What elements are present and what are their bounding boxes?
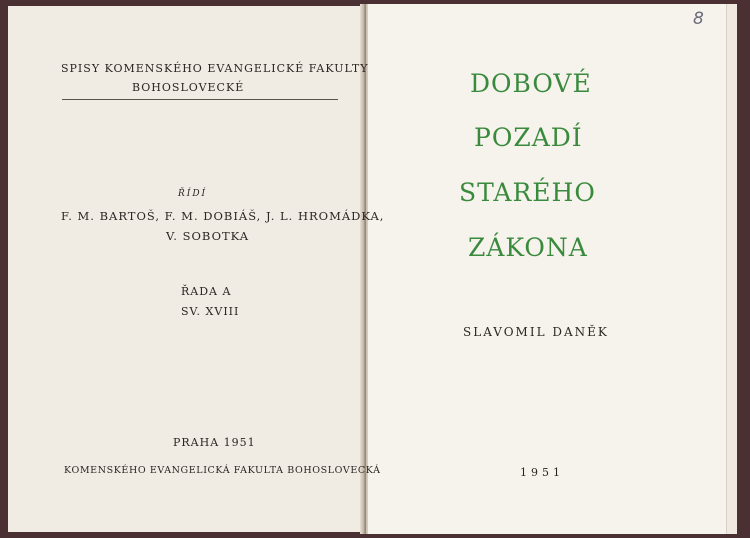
divider-rule — [62, 99, 338, 100]
publication-year: 1951 — [520, 466, 564, 479]
pencil-mark: 8 — [693, 9, 704, 29]
volume-number: SV. XVIII — [181, 305, 240, 318]
editors-line1: F. M. BARTOŠ, F. M. DOBIÁŠ, J. L. HROMÁDKA, — [61, 209, 385, 223]
publisher: KOMENSKÉHO EVANGELICKÁ FAKULTA BOHOSLOVECKÁ — [64, 465, 381, 476]
author-name: SLAVOMIL DANĚK — [463, 325, 609, 339]
series-row: ŘADA A — [181, 285, 232, 298]
series-title-line1: SPISY KOMENSKÉHO EVANGELICKÉ FAKULTY — [61, 62, 369, 75]
editors-line2: V. SOBOTKA — [166, 229, 250, 243]
series-title-line2: BOHOSLOVECKÉ — [132, 81, 245, 94]
page-edge — [726, 4, 737, 534]
book-title-line4: ZÁKONA — [468, 233, 588, 262]
book-title-line1: DOBOVÉ — [470, 69, 592, 98]
place-year: PRAHA 1951 — [173, 436, 256, 449]
book-title-line3: STARÉHO — [459, 178, 596, 207]
editors-label: ŘÍDÍ — [178, 189, 208, 199]
book-title-line2: POZADÍ — [474, 123, 583, 152]
